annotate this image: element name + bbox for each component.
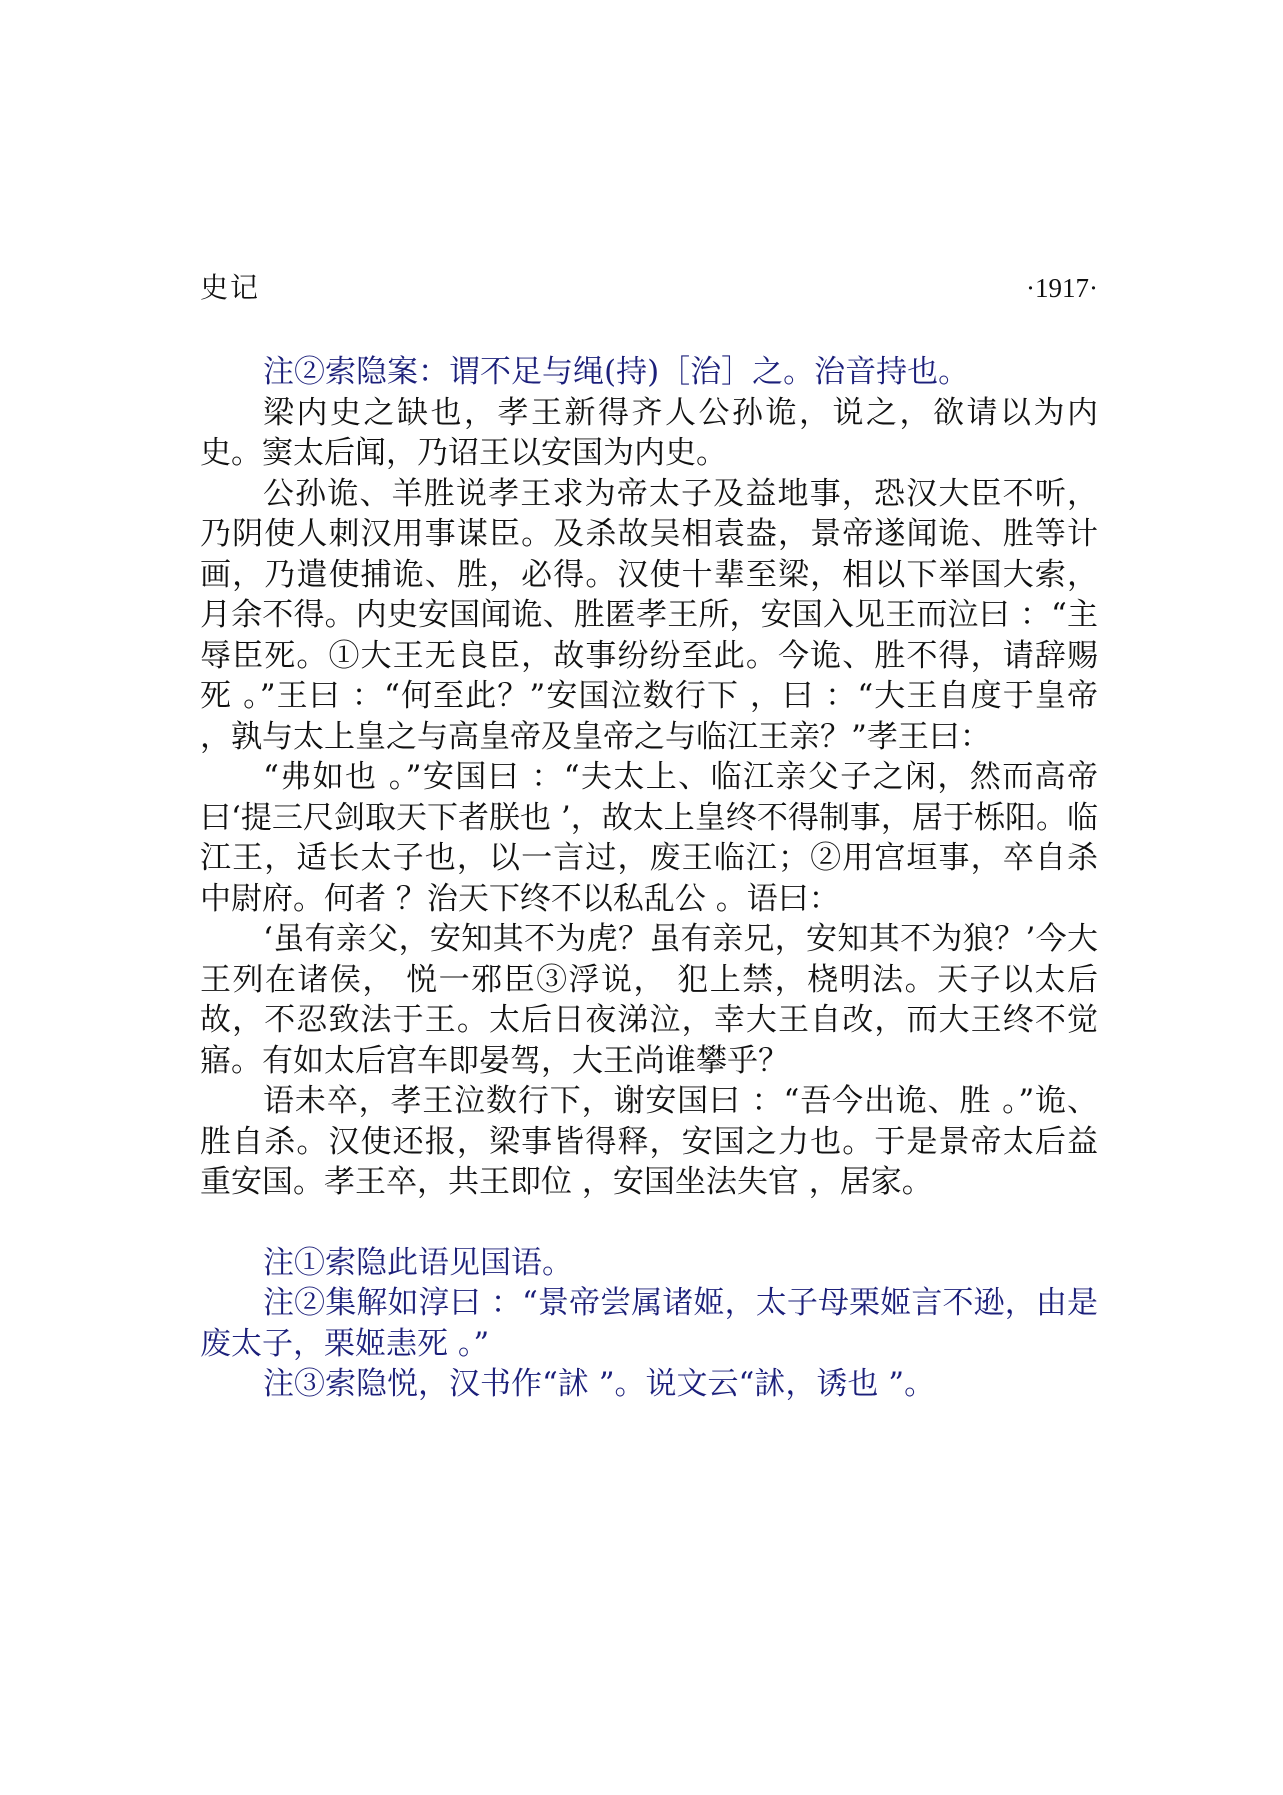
annotation-note: 注①索隐此语见国语。 xyxy=(263,1244,573,1281)
section-spacer xyxy=(200,1203,1098,1243)
text-paragraph: “弗如也 。”安国曰 ：“夫太上、临江亲父子之闲，然而高帝曰‘提三尺剑取天下者朕也 ’，故太上皇终不得制事，居于栎阳。临江王，适长太子也，以一言过，废王临江；②用宫垣事，卒自杀中尉府。何者 ？治天下终不以私乱公 。语曰： xyxy=(200,759,1098,917)
text-paragraph: 公孙诡、羊胜说孝王求为帝太子及益地事，恐汉大臣不听，乃阴使人刺汉用事谋臣。及杀故吴相袁盎，景帝遂闻诡、胜等计画，乃遣使捕诡、胜，必得。汉使十辈至梁，相以下举国大索，月余不得。内史安国闻诡、胜匿孝王所，安国入见王而泣曰 ：“主辱臣死。①大王无良臣，故事纷纷至此。今诡、胜不得，请辞赐死 。”王曰 ：“何至此？”安国泣数行下 ，曰 ：“大王自度于皇帝 ，孰与太上皇之与高皇帝及皇帝之与临江王亲？”孝王曰： xyxy=(200,475,1098,755)
annotation-note: 注③索隐悦，汉书作“訹 ”。说文云“訹，诱也 ”。 xyxy=(263,1366,936,1402)
text-paragraph: ‘虽有亲父，安知其不为虎？虽有亲兄，安知其不为狼？’今大王列在诸侯， 悦一邪臣③浮说， 犯上禁，桡明法。天子以太后故，不忍致法于王。太后日夜涕泣，幸大王自改，而大王终不觉寤。有如太后宫车即晏驾，大王尚谁攀乎？ xyxy=(200,921,1098,1079)
text-paragraph: 梁内史之缺也，孝王新得齐人公孙诡，说之，欲请以为内史。窦太后闻，乃诏王以安国为内史。 xyxy=(200,394,1098,471)
annotation-note: 注②索隐案：谓不足与绳(持)［治］之。治音持也。 xyxy=(263,354,970,390)
page-header xyxy=(200,268,1098,308)
page-body xyxy=(200,352,1098,1405)
book-title: 史记 xyxy=(200,271,261,304)
text-paragraph: 语未卒，孝王泣数行下，谢安国曰 ：“吾今出诡、胜 。”诡、胜自杀。汉使还报，梁事皆得释，安国之力也。于是景帝太后益重安国。孝王卒，共王即位 ，安国坐法失官 ，居家。 xyxy=(200,1083,1098,1200)
annotation-note: 注②集解如淳曰 ：“景帝尝属诸姬，太子母栗姬言不逊，由是废太子，栗姬恚死 。” xyxy=(200,1285,1098,1362)
page-number: ·1917· xyxy=(1026,273,1098,303)
